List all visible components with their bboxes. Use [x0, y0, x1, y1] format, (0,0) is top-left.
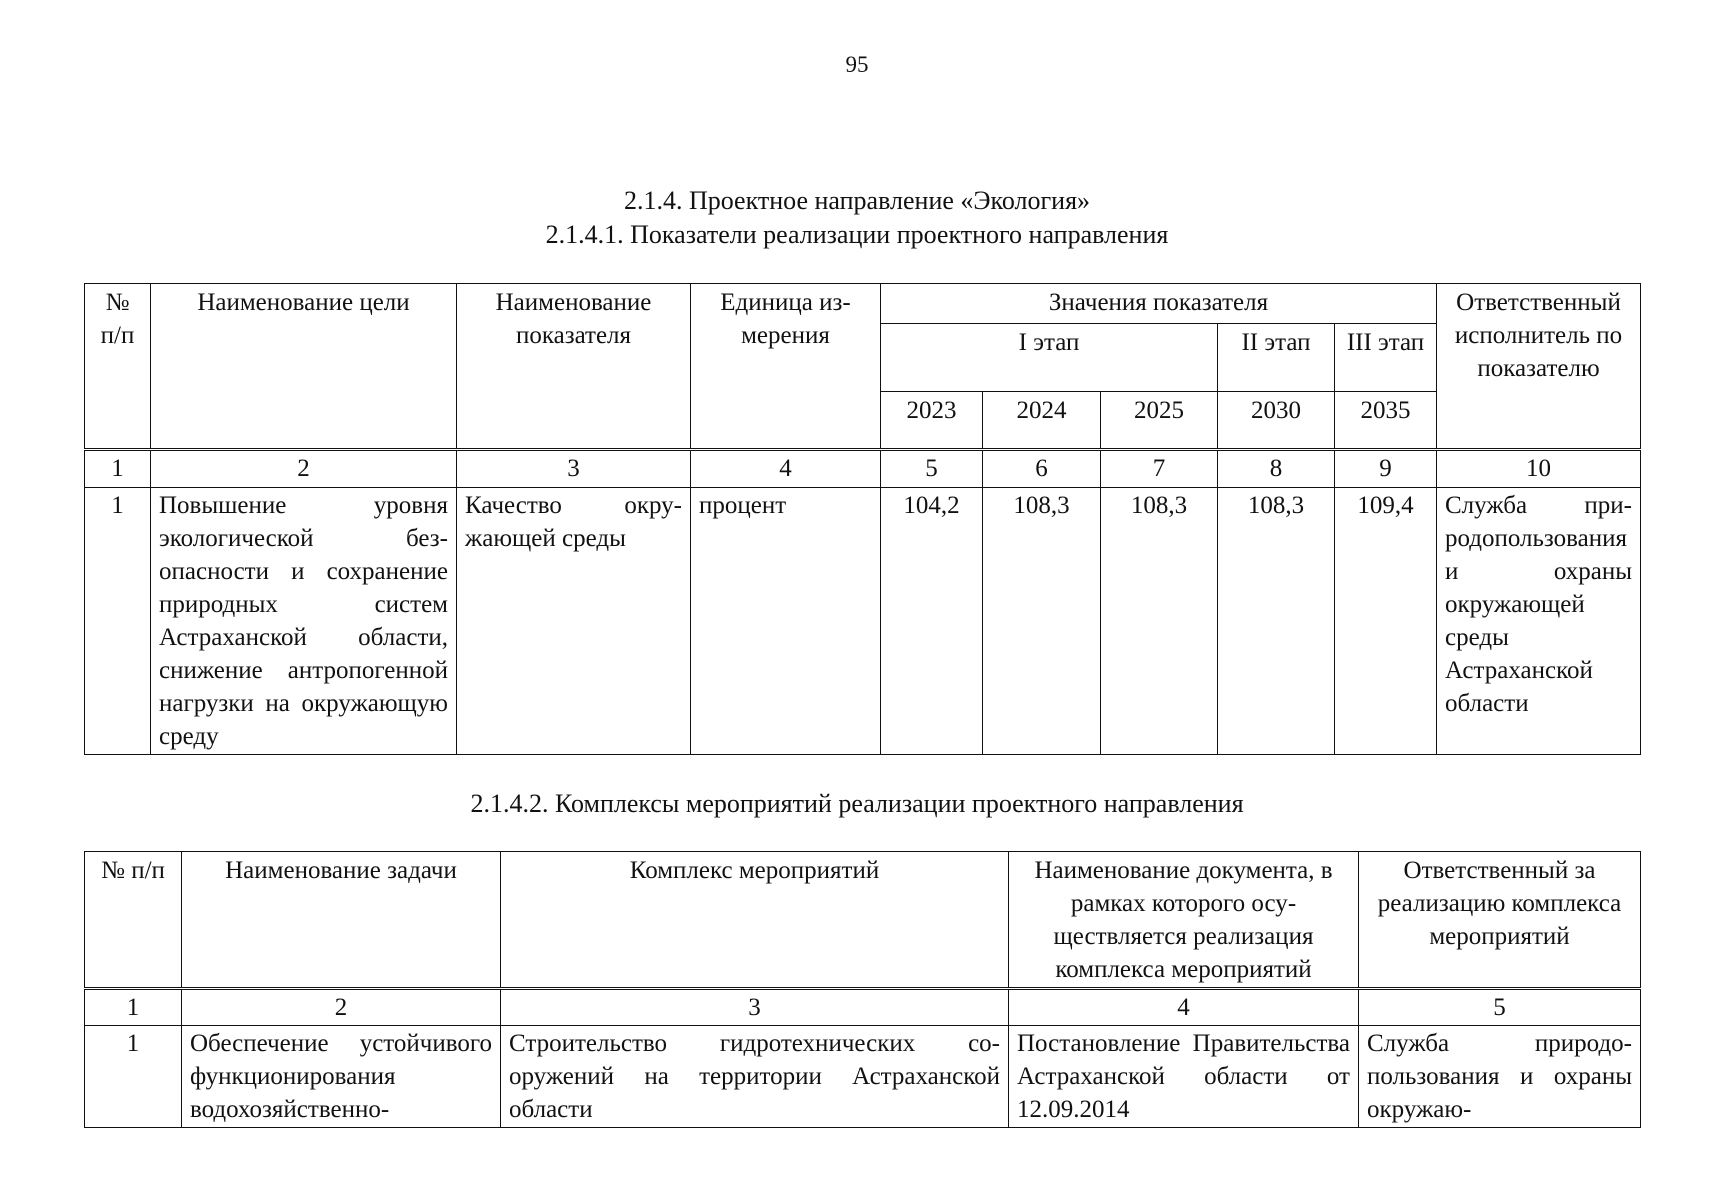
header-task: Наименование задачи — [182, 852, 501, 989]
column-number: 2 — [182, 989, 501, 1026]
row-goal: Повышение уровня экологической безопасности и сохранение природных систем Астраханской области, снижение антропогенной нагрузки на окружающую среду — [151, 488, 457, 755]
header-responsible: Ответственный исполнитель по показателю — [1437, 284, 1641, 450]
column-number: 5 — [1359, 989, 1641, 1026]
column-number: 7 — [1101, 450, 1218, 488]
header-year: 2035 — [1335, 392, 1437, 450]
header-document: Наименование документа, в рамках которого осуществляется реализация комплекса мероприятий — [1009, 852, 1359, 989]
subsection-2-title: 2.1.4.2. Комплексы мероприятий реализации проектного направления — [470, 789, 1244, 818]
row-value: 108,3 — [1101, 488, 1218, 755]
column-number: 3 — [457, 450, 691, 488]
row-unit: процент — [691, 488, 881, 755]
column-number: 3 — [501, 989, 1009, 1026]
row-value: 109,4 — [1335, 488, 1437, 755]
row-value: 108,3 — [983, 488, 1101, 755]
header-goal: Наименование цели — [151, 284, 457, 450]
header-year: 2023 — [881, 392, 983, 450]
header-stage-2: II этап — [1218, 324, 1335, 392]
measures-table — [84, 851, 1641, 1128]
header-indicator: Наименование показателя — [457, 284, 691, 450]
header-year: 2030 — [1218, 392, 1335, 450]
row-value: 108,3 — [1218, 488, 1335, 755]
row-task: Обеспечение устойчивого функционирования водохозяйственно- — [182, 1026, 501, 1128]
column-number: 1 — [85, 989, 182, 1026]
header-unit: Единица измерения — [691, 284, 881, 450]
column-number: 10 — [1437, 450, 1641, 488]
column-number: 4 — [691, 450, 881, 488]
row-document: Постановление Правительства Астраханской области от 12.09.2014 — [1009, 1026, 1359, 1128]
header-year: 2024 — [983, 392, 1101, 450]
header-stage-1: I этап — [881, 324, 1218, 392]
header-num: № п/п — [85, 284, 151, 450]
row-responsible: Служба природопользования и охраны окружаю- — [1359, 1026, 1641, 1128]
header-values-group: Значения показателя — [881, 284, 1437, 324]
row-responsible: Служба природопользования и охраны окружающей среды Астраханской области — [1437, 488, 1641, 755]
header-num: № п/п — [85, 852, 182, 989]
page-number: 95 — [845, 52, 869, 77]
column-number: 1 — [85, 450, 151, 488]
column-number: 2 — [151, 450, 457, 488]
column-number: 4 — [1009, 989, 1359, 1026]
row-num: 1 — [85, 1026, 182, 1128]
row-complex: Строительство гидротехнических сооружений на территории Астраханской области — [501, 1026, 1009, 1128]
row-value: 104,2 — [881, 488, 983, 755]
row-indicator: Качество окружающей среды — [457, 488, 691, 755]
row-num: 1 — [85, 488, 151, 755]
column-number: 9 — [1335, 450, 1437, 488]
indicators-table — [84, 283, 1641, 755]
header-stage-3: III этап — [1335, 324, 1437, 392]
column-number: 8 — [1218, 450, 1335, 488]
table-row — [85, 1026, 1641, 1128]
header-complex: Комплекс мероприятий — [501, 852, 1009, 989]
subsection-title: 2.1.4.1. Показатели реализации проектного направления — [545, 220, 1169, 249]
header-year: 2025 — [1101, 392, 1218, 450]
column-number: 6 — [983, 450, 1101, 488]
header-responsible: Ответственный за реализацию комплекса мероприятий — [1359, 852, 1641, 989]
section-title: 2.1.4. Проектное направление «Экология» — [623, 186, 1091, 215]
column-number: 5 — [881, 450, 983, 488]
table-row — [85, 488, 1641, 755]
